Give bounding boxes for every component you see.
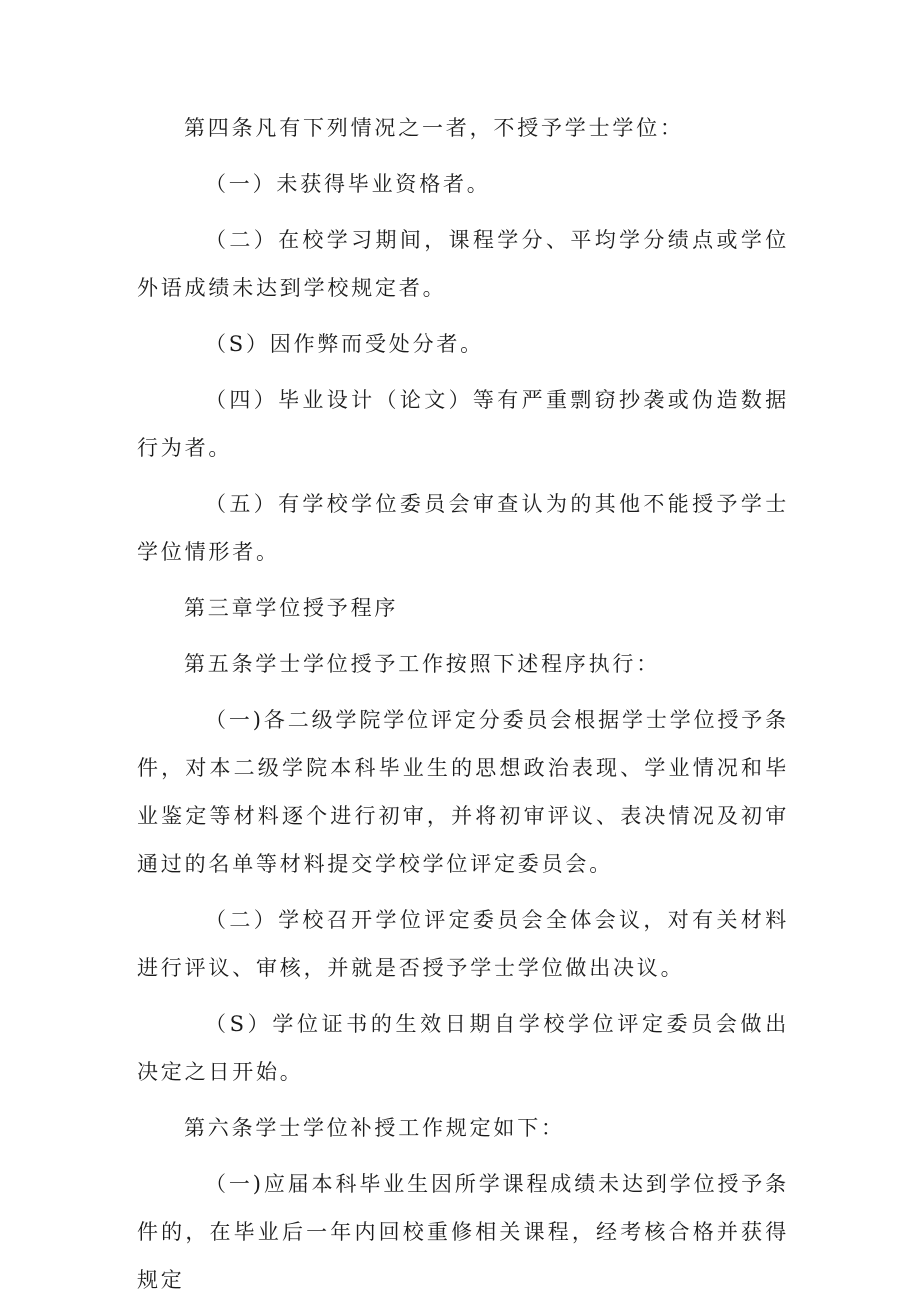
article-4-item-4: （四）毕业设计（论文）等有严重剽窃抄袭或伪造数据行为者。 xyxy=(137,388,789,460)
article-5-item-1: （一)各二级学院学位评定分委员会根据学士学位授予条件，对本二级学院本科毕业生的思想政治表现、学业情况和毕业鉴定等材料逐个进行初审，并将初审评议、表决情况及初审通过的名单等材料提交学校学位评定委员会。 xyxy=(137,708,789,876)
article-5-item-2: （二）学校召开学位评定委员会全体会议，对有关材料进行评议、审核，并就是否授予学士学位做出决议。 xyxy=(137,908,789,980)
article-5-item-3: （S）学位证书的生效日期自学校学位评定委员会做出决定之日开始。 xyxy=(137,1012,789,1084)
article-4-item-2: （二）在校学习期间，课程学分、平均学分绩点或学位外语成绩未达到学校规定者。 xyxy=(137,228,789,300)
article-4-item-3: （S）因作弊而受处分者。 xyxy=(205,332,484,356)
article-4-item-1: （一）未获得毕业资格者。 xyxy=(205,172,491,196)
chapter-3-title: 第三章学位授予程序 xyxy=(184,596,399,620)
article-5-heading: 第五条学士学位授予工作按照下述程序执行： xyxy=(184,652,660,676)
document-page xyxy=(137,104,789,1312)
article-4-heading: 第四条凡有下列情况之一者，不授予学士学位： xyxy=(184,116,684,140)
article-6-item-1: （一)应届本科毕业生因所学课程成绩未达到学位授予条件的，在毕业后一年内回校重修相关课程，经考核合格并获得规定 xyxy=(137,1172,789,1292)
article-4-item-5: （五）有学校学位委员会审查认为的其他不能授予学士学位情形者。 xyxy=(137,492,789,564)
article-6-heading: 第六条学士学位补授工作规定如下： xyxy=(184,1116,565,1140)
